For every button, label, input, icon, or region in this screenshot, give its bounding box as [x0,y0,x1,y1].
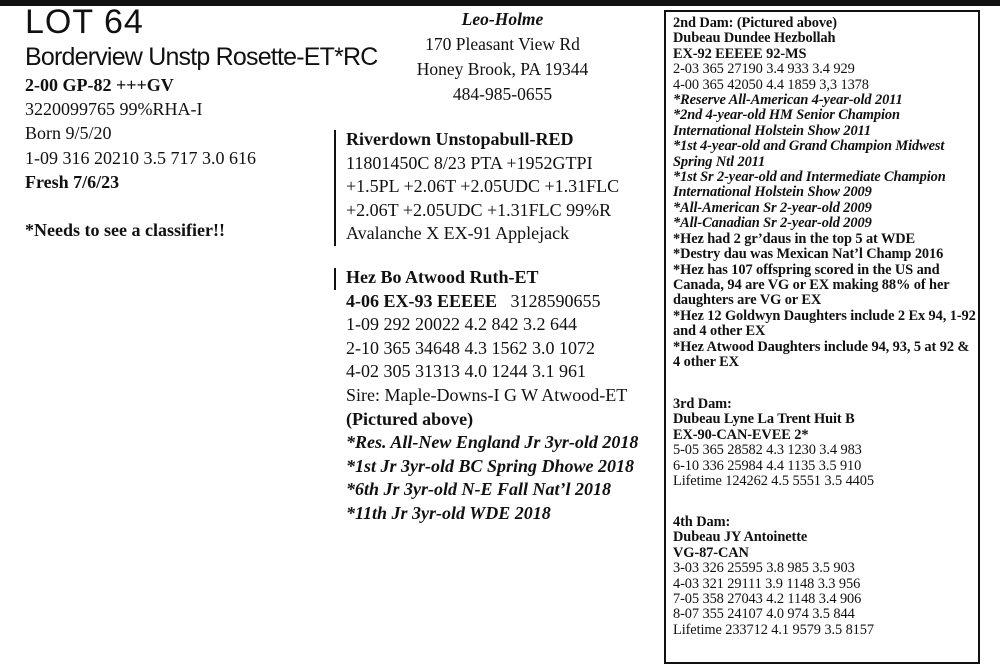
sire-line: +2.06T +2.05UDC +1.31FLC 99%R [346,199,612,220]
dam-record: 4-02 305 31313 4.0 1244 3.1 961 [346,361,586,382]
dam-record: 1-09 292 20022 4.2 842 3.2 644 [346,314,577,335]
consignor-address-line1: 170 Pleasant View Rd [425,34,580,54]
consignor-block [360,7,645,107]
fourth-dam-record: 4-03 321 29111 3.9 1148 3.3 956 [673,575,861,592]
dam-honor: *6th Jr 3yr-old N-E Fall Nat’l 2018 [346,479,612,500]
fourth-dam-record: 8-07 355 24107 4.0 974 3.5 844 [673,606,855,623]
top-rule [0,0,1000,6]
dam-bracket-line [334,268,336,290]
sire-block [346,128,619,246]
third-dam-class: EX-90-CAN-EVEE 2* [673,426,809,443]
third-dam-name: Dubeau Lyne La Trent Huit B [673,411,855,428]
third-dam-block [673,397,977,489]
cow-note: *Needs to see a classifier!! [25,220,225,241]
fourth-dam-class: VG-87-CAN [673,544,749,561]
second-dam-honor: *All-American Sr 2-year-old 2009 [673,199,872,216]
dam-record: 2-10 365 34648 4.3 1562 3.0 1072 [346,337,595,358]
cow-record: 1-09 316 20210 3.5 717 3.0 616 [25,147,256,168]
second-dam-record: 4-00 365 42050 4.4 1859 3,3 1378 [673,76,869,93]
second-dam-honor: *1st Sr 2-year-old and Intermediate Champion International Holstein Show 2009 [673,169,946,201]
second-dam-honor: *All-Canadian Sr 2-year-old 2009 [673,215,872,232]
second-dam-note: *Hez had 2 gr’daus in the top 5 at WDE [673,230,916,247]
cow-info [25,73,256,242]
fourth-dam-record: 3-03 326 25595 3.8 985 3.5 903 [673,560,855,577]
second-dam-class: EX-92 EEEEE 92-MS [673,45,807,62]
second-dam-note: *Hez 12 Goldwyn Daughters include 2 Ex 94, 1-92 and 4 other EX [673,307,976,340]
second-dam-block [673,16,977,370]
sire-line: 11801450C 8/23 PTA +1952GTPI [346,152,593,173]
third-dam-record: Lifetime 124262 4.5 5551 3.5 4405 [673,473,874,490]
third-dam-record: 5-05 365 28582 4.3 1230 3.4 983 [673,442,862,459]
sire-line: +1.5PL +2.06T +2.05UDC +1.31FLC [346,176,620,197]
second-dam-honor: *1st 4-year-old and Grand Champion Midwest Spring Ntl 2011 [673,138,945,170]
third-dam-record: 6-10 336 25984 4.4 1135 3.5 910 [673,457,862,474]
second-dam-note: *Destry dau was Mexican Nat’l Champ 2016 [673,246,944,263]
dam-class: 4-06 EX-93 EEEEE [346,290,498,311]
sire-name: Riverdown Unstopabull-RED [346,129,574,149]
cow-birth-date: Born 9/5/20 [25,123,112,144]
second-dam-note: *Hez Atwood Daughters include 94, 93, 5 at 92 & 4 other EX [673,338,970,370]
sire-bracket-line [334,130,336,246]
second-dam-heading: 2nd Dam: (Pictured above) [673,15,837,31]
fourth-dam-heading: 4th Dam: [673,514,731,530]
dam-sire: Sire: Maple-Downs-I G W Atwood-ET [346,384,628,405]
fourth-dam-block [673,515,977,638]
dam-registration: 3128590655 [510,290,601,311]
dam-honor: *1st Jr 3yr-old BC Spring Dhowe 2018 [346,455,635,476]
cow-class-line: 2-00 GP-82 +++GV [25,75,174,95]
consignor-name: Leo-Holme [461,9,544,29]
dam-honor: *11th Jr 3yr-old WDE 2018 [346,502,551,523]
cow-registration: 3220099765 99%RHA-I [25,99,203,120]
second-dam-honor: *2nd 4-year-old HM Senior Champion International Holstein Show 2011 [673,107,900,139]
second-dam-record: 2-03 365 27190 3.4 933 3.4 929 [673,61,855,78]
cow-name: Borderview Unstp Rosette-ET*RC [25,43,378,71]
sire-line: Avalanche X EX-91 Applejack [346,223,570,244]
third-dam-heading: 3rd Dam: [673,396,732,412]
dam-class-row [346,290,638,314]
cow-fresh-date: Fresh 7/6/23 [25,171,120,192]
fourth-dam-record: 7-05 358 27043 4.2 1148 3.4 906 [673,591,862,608]
second-dam-note: *Hez has 107 offspring scored in the US and Canada, 94 are VG or EX making 88% of her daughters are VG or EX [673,261,950,309]
consignor-address-line2: Honey Brook, PA 19344 [416,59,589,79]
consignor-phone: 484-985-0655 [452,84,553,104]
dam-honor: *Res. All-New England Jr 3yr-old 2018 [346,432,639,453]
lot-number: LOT 64 [25,3,144,41]
second-dam-honor: *Reserve All-American 4-year-old 2011 [673,92,903,109]
second-dam-name: Dubeau Dundee Hezbollah [673,30,836,47]
dam-name: Hez Bo Atwood Ruth-ET [346,267,539,287]
pedigree-panel [664,10,980,664]
fourth-dam-record: Lifetime 233712 4.1 9579 3.5 8157 [673,621,874,638]
dam-block [346,266,638,526]
dam-pictured-note: (Pictured above) [346,408,474,429]
spacer [25,194,256,218]
fourth-dam-name: Dubeau JY Antoinette [673,529,808,546]
